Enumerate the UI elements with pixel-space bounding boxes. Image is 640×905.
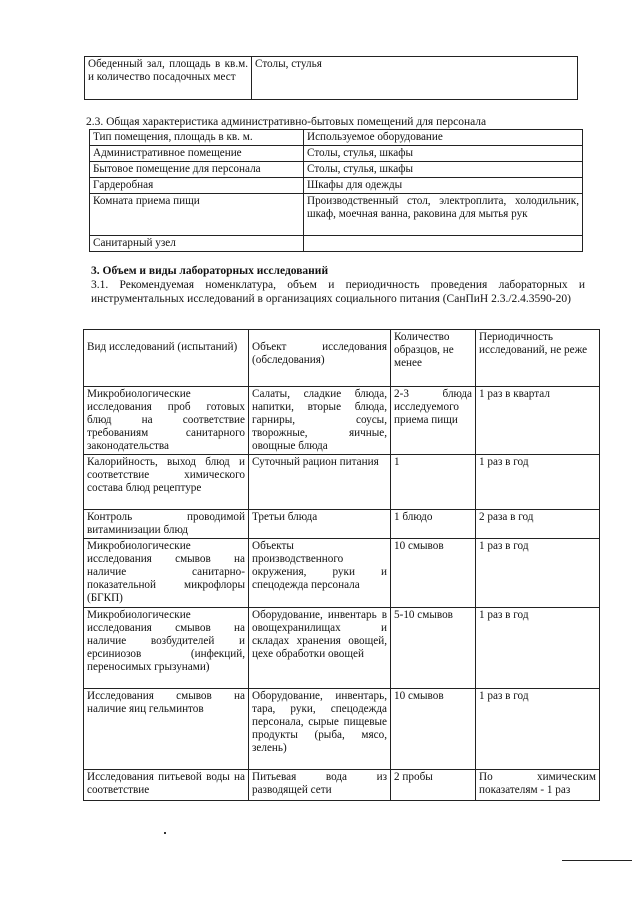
table-cell: 1 раз в год [476, 689, 600, 770]
column-header: Периодичность исследований, не реже [476, 330, 600, 387]
column-header: Используемое оборудование [304, 130, 583, 146]
table-row [90, 194, 583, 236]
table-cell: Санитарный узел [90, 236, 304, 252]
table-cell: Салаты, сладкие блюда, напитки, вторые блюда, гарниры, соусы, творожные, яичные, овощные блюда [249, 387, 391, 455]
table-row [84, 539, 600, 608]
table-cell: Столы, стулья, шкафы [304, 162, 583, 178]
table-cell: Столы, стулья [252, 57, 578, 100]
table-header-row [90, 130, 583, 146]
table-cell: 10 смывов [391, 689, 476, 770]
table-row [90, 146, 583, 162]
table-cell: 1 раз в квартал [476, 387, 600, 455]
table-cell: Микробиологические исследования проб готовых блюд на соответствие требованиям санитарного законодательства [84, 387, 249, 455]
table-cell: Контроль проводимой витаминизации блюд [84, 510, 249, 539]
table-cell: Исследования смывов на наличие яиц гельминтов [84, 689, 249, 770]
table-row [84, 455, 600, 510]
table-cell: Бытовое помещение для персонала [90, 162, 304, 178]
column-header: Тип помещения, площадь в кв. м. [90, 130, 304, 146]
table-row [84, 608, 600, 689]
table-row [85, 57, 578, 100]
scan-speck [164, 832, 166, 834]
table-header-row [84, 330, 600, 387]
table-row [84, 689, 600, 770]
section-3-heading: 3. Объем и виды лабораторных исследований [91, 265, 329, 277]
table-cell: Микробиологические исследования смывов на наличие возбудителей и ерсиниозов (инфекций, переносимых грызунами) [84, 608, 249, 689]
table-cell: 2 раза в год [476, 510, 600, 539]
table-cell: 2-3 блюда исследуемого приема пищи [391, 387, 476, 455]
table-cell: Административное помещение [90, 146, 304, 162]
table-cell: 5-10 смывов [391, 608, 476, 689]
table-cell: Исследования питьевой воды на соответствие [84, 770, 249, 801]
table-cell [304, 236, 583, 252]
table-cell: Суточный рацион питания [249, 455, 391, 510]
table-cell: 1 блюдо [391, 510, 476, 539]
column-header: Вид исследований (испытаний) [84, 330, 249, 387]
table-row [90, 162, 583, 178]
table-row [90, 178, 583, 194]
table-cell: 10 смывов [391, 539, 476, 608]
table-cell: Объекты производственного окружения, руки и спецодежда персонала [249, 539, 391, 608]
table-cell: Питьевая вода из разводящей сети [249, 770, 391, 801]
section-3-intro: 3.1. Рекомендуемая номенклатура, объем и периодичность проведения лабораторных и инструментальных исследований в организациях социального питания (СанПиН 2.3./2.4.3590-20) [91, 279, 585, 305]
table-cell: Шкафы для одежды [304, 178, 583, 194]
table-cell: Гардеробная [90, 178, 304, 194]
table-row [84, 387, 600, 455]
table-cell: Микробиологические исследования смывов на наличие санитарно-показательной микрофлоры (БГКП) [84, 539, 249, 608]
table-cell: Производственный стол, электроплита, холодильник, шкаф, моечная ванна, раковина для мытья рук [304, 194, 583, 236]
top-table [84, 56, 578, 100]
table-row [84, 510, 600, 539]
lab-research-table [83, 329, 600, 801]
footer-rule [562, 860, 632, 861]
table-cell: По химическим показателям - 1 раз [476, 770, 600, 801]
table-cell: Калорийность, выход блюд и соответствие химического состава блюд рецептуре [84, 455, 249, 510]
table-cell: Обеденный зал, площадь в кв.м. и количество посадочных мест [85, 57, 252, 100]
column-header: Количество образцов, не менее [391, 330, 476, 387]
table-cell: 1 раз в год [476, 539, 600, 608]
table-cell: 2 пробы [391, 770, 476, 801]
table-cell: 1 раз в год [476, 608, 600, 689]
column-header: Объект исследования (обследования) [249, 330, 391, 387]
section-2-3-heading: 2.3. Общая характеристика административно-бытовых помещений для персонала [86, 116, 487, 128]
table-cell: 1 [391, 455, 476, 510]
table-cell: Оборудование, инвентарь, тара, руки, спецодежда персонала, сырые пищевые продукты (рыба, мясо, зелень) [249, 689, 391, 770]
table-row [84, 770, 600, 801]
table-cell: Третьи блюда [249, 510, 391, 539]
table-row [90, 236, 583, 252]
table-cell: Столы, стулья, шкафы [304, 146, 583, 162]
table-cell: Оборудование, инвентарь в овощехранилищах и складах хранения овощей, цехе обработки овощей [249, 608, 391, 689]
table-cell: Комната приема пищи [90, 194, 304, 236]
table-cell: 1 раз в год [476, 455, 600, 510]
staff-rooms-table [89, 129, 583, 252]
